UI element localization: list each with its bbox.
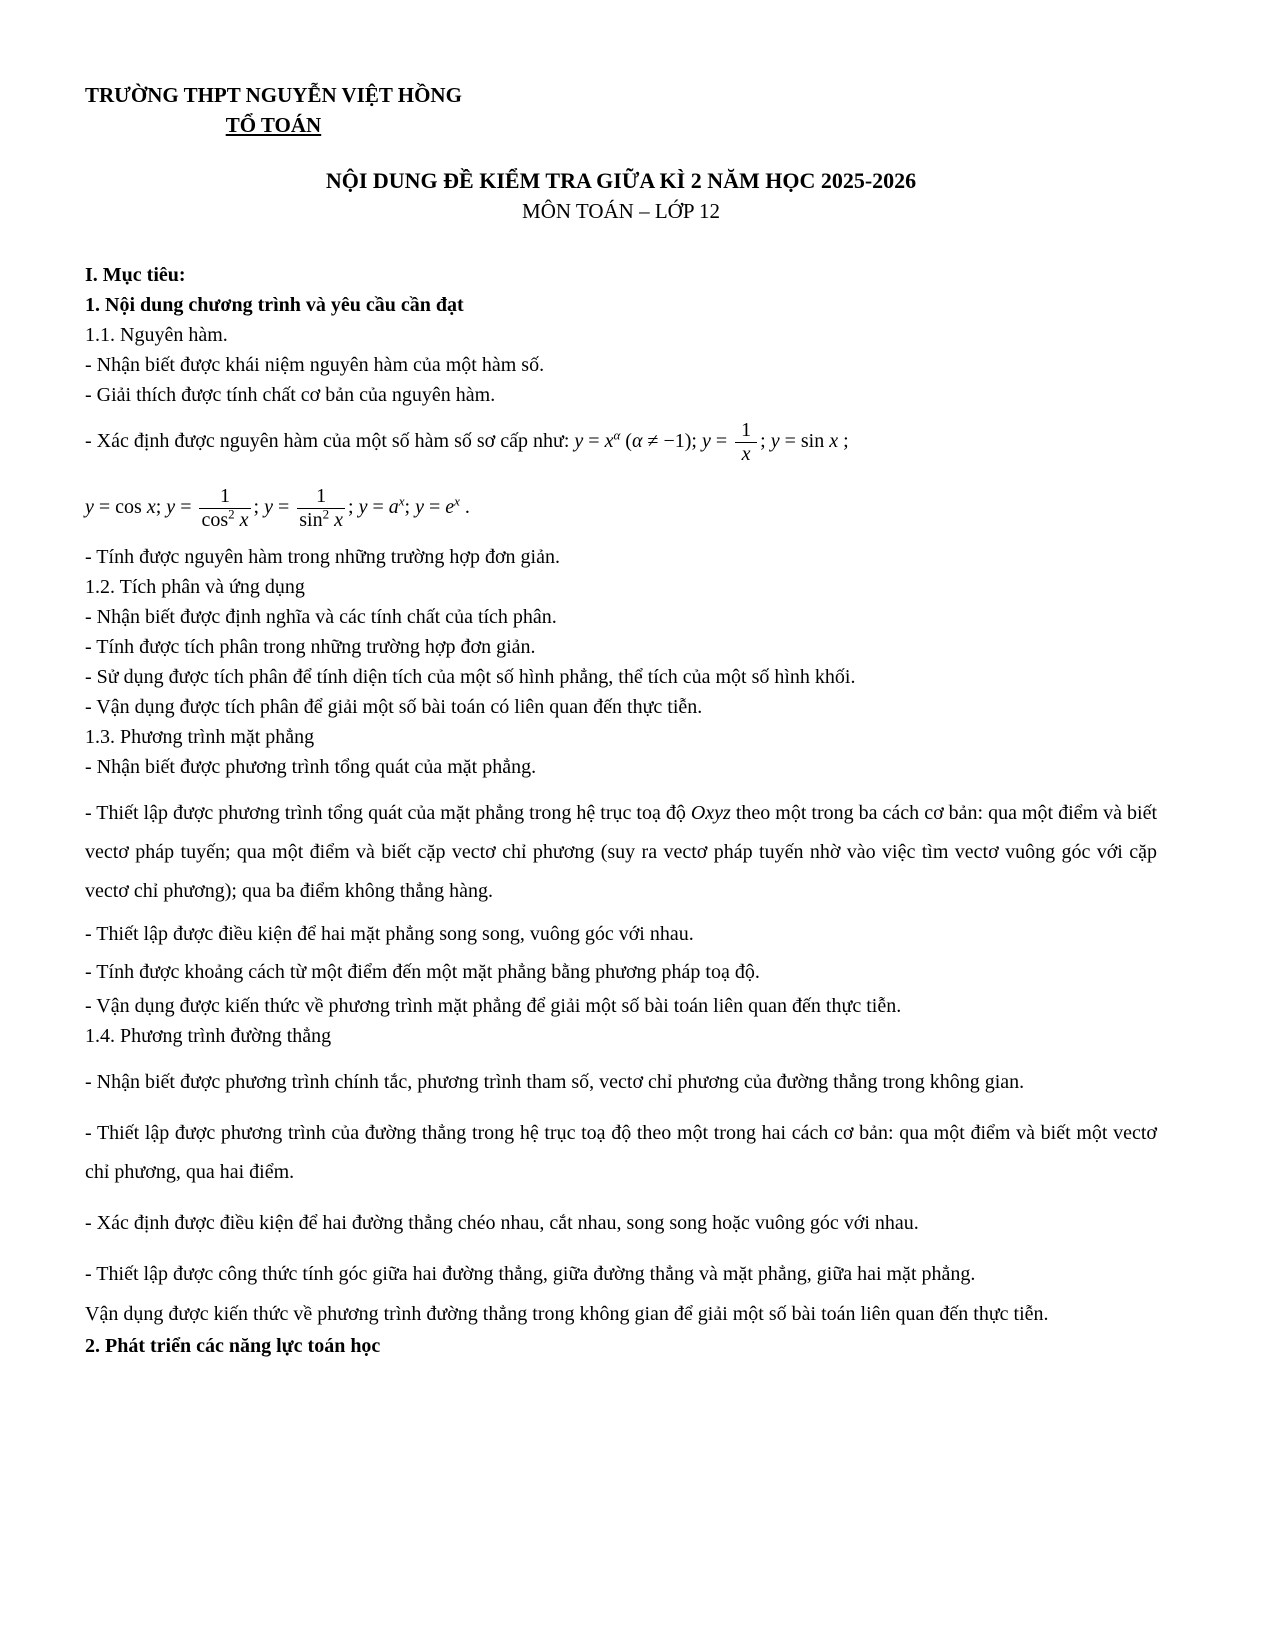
doc-paragraph: - Nhận biết được phương trình chính tắc, phương trình tham số, vectơ chỉ phương của đường thẳng trong không gian. — [85, 1071, 1025, 1093]
text-run: a — [388, 496, 399, 519]
superscript: x — [398, 493, 405, 509]
doc-paragraph: 1.4. Phương trình đường thẳng — [85, 1025, 332, 1047]
text-run: ; — [760, 430, 771, 453]
section-heading: 2. Phát triển các năng lực toán học — [85, 1335, 381, 1357]
superscript: α — [613, 427, 621, 443]
document-subtitle: MÔN TOÁN – LỚP 12 — [522, 199, 720, 223]
text-run: y — [264, 496, 273, 519]
text-run: = — [367, 496, 389, 519]
text-run: y — [85, 496, 94, 519]
doc-paragraph: Vận dụng được kiến thức về phương trình đường thẳng trong không gian để giải một số bài toán liên quan đến thực tiễn. — [85, 1303, 1049, 1325]
text-run: = — [583, 430, 605, 453]
text-run: ; — [404, 496, 416, 519]
text-run: = — [272, 496, 295, 519]
fraction — [297, 485, 345, 532]
text-run: - Xác định được nguyên hàm của một số hàm số sơ cấp như: — [85, 430, 575, 453]
superscript: x — [454, 493, 460, 509]
doc-paragraph: - Nhận biết được khái niệm nguyên hàm của một hàm số. — [85, 354, 545, 376]
fraction-denominator — [297, 506, 345, 532]
doc-paragraph: - Vận dụng được tích phân để giải một số bài toán có liên quan đến thực tiễn. — [85, 696, 703, 718]
fraction-numerator — [735, 419, 757, 443]
doc-paragraph: - Vận dụng được kiến thức về phương trình mặt phẳng để giải một số bài toán liên quan đến thực tiễn. — [85, 995, 902, 1017]
text-run: α — [631, 430, 643, 453]
fraction-denominator — [199, 506, 250, 532]
doc-paragraph: - Sử dụng được tích phân để tính diện tích của một số hình phẳng, thể tích của một số hình khối. — [85, 666, 856, 688]
text-run: x — [604, 430, 614, 453]
text-run: = — [423, 496, 446, 519]
text-run: 1 — [741, 419, 752, 441]
text-run: e — [445, 496, 455, 519]
school-name: TRƯỜNG THPT NGUYỄN VIỆT HỒNG — [85, 83, 462, 107]
doc-paragraph: - Thiết lập được công thức tính góc giữa hai đường thẳng, giữa đường thẳng và mặt phẳng, giữa hai mặt phẳng. — [85, 1263, 976, 1285]
text-run: theo một trong ba cách cơ bản: qua một điểm và biết vectơ pháp tuyến; qua một điểm và biết cặp vectơ chỉ phương (suy ra vectơ pháp tuyến nhờ vào việc tìm vectơ vuông góc với cặp vectơ chỉ phương); qua ba điểm không thẳng hàng. — [85, 802, 1157, 902]
formula-line — [85, 476, 1157, 542]
fraction — [199, 485, 250, 532]
text-run: x — [146, 496, 156, 519]
text-run: ; — [253, 496, 265, 519]
doc-paragraph: 1.2. Tích phân và ứng dụng — [85, 576, 305, 598]
text-run: = cos — [93, 496, 147, 519]
fraction — [735, 419, 757, 466]
fraction-numerator — [199, 485, 250, 509]
fraction-numerator — [297, 485, 345, 509]
text-run: - Thiết lập được phương trình tổng quát của mặt phẳng trong hệ trục toạ độ — [85, 802, 691, 824]
doc-paragraph: 1.1. Nguyên hàm. — [85, 324, 228, 346]
text-run: sin — [299, 509, 323, 531]
text-run: ( — [620, 430, 632, 453]
doc-paragraph: - Tính được khoảng cách từ một điểm đến một mặt phẳng bằng phương pháp toạ độ. — [85, 961, 760, 983]
doc-paragraph: - Tính được tích phân trong những trường hợp đơn giản. — [85, 636, 536, 658]
text-run: x — [829, 430, 839, 453]
text-run: ; — [348, 496, 359, 519]
text-run: 1 — [220, 485, 230, 507]
doc-paragraph: - Xác định được điều kiện để hai đường thẳng chéo nhau, cắt nhau, song song hoặc vuông góc với nhau. — [85, 1212, 919, 1234]
text-run: 1 — [316, 485, 327, 507]
text-run: = sin — [779, 430, 830, 453]
text-run: ; — [838, 430, 849, 453]
text-run: x — [334, 509, 343, 531]
fraction-denominator — [735, 443, 757, 466]
text-run: = — [175, 496, 197, 519]
text-run: y — [574, 430, 584, 453]
doc-paragraph: - Thiết lập được điều kiện để hai mặt phẳng song song, vuông góc với nhau. — [85, 923, 694, 945]
text-run: y — [415, 496, 424, 519]
text-run: ≠ −1); — [642, 430, 702, 453]
text-run: y — [166, 496, 176, 519]
formula-line — [85, 410, 1157, 476]
superscript: 2 — [228, 506, 235, 522]
text-run: y — [770, 430, 780, 453]
superscript: 2 — [322, 506, 330, 522]
text-run: ; — [155, 496, 167, 519]
text-run: x — [741, 443, 751, 465]
doc-paragraph: 1.3. Phương trình mặt phẳng — [85, 726, 315, 748]
letterhead — [85, 80, 462, 140]
section-heading: 1. Nội dung chương trình và yêu cầu cần đạt — [85, 294, 464, 316]
doc-paragraph: - Thiết lập được phương trình của đường thẳng trong hệ trục toạ độ theo một trong hai cách cơ bản: qua một điểm và biết một vectơ chỉ phương, qua hai điểm. — [85, 1122, 1157, 1183]
text-run: . — [459, 496, 470, 519]
text-run: cos — [201, 509, 229, 531]
section-heading: I. Mục tiêu: — [85, 264, 186, 286]
doc-paragraph: - Nhận biết được phương trình tổng quát của mặt phẳng. — [85, 756, 537, 778]
document-body — [85, 260, 1157, 1361]
doc-paragraph — [85, 794, 1157, 911]
text-run: y — [358, 496, 368, 519]
text-run: = — [710, 430, 733, 453]
department-name: TỔ TOÁN — [225, 113, 322, 137]
doc-paragraph: - Giải thích được tính chất cơ bản của nguyên hàm. — [85, 384, 496, 406]
text-run: Oxyz — [690, 802, 731, 824]
text-run: y — [701, 430, 711, 453]
text-run: x — [239, 509, 249, 531]
doc-paragraph: - Nhận biết được định nghĩa và các tính chất của tích phân. — [85, 606, 557, 628]
doc-paragraph: - Tính được nguyên hàm trong những trường hợp đơn giản. — [85, 546, 560, 568]
document-title: NỘI DUNG ĐỀ KIỂM TRA GIỮA KÌ 2 NĂM HỌC 2025-2026 — [325, 168, 917, 193]
